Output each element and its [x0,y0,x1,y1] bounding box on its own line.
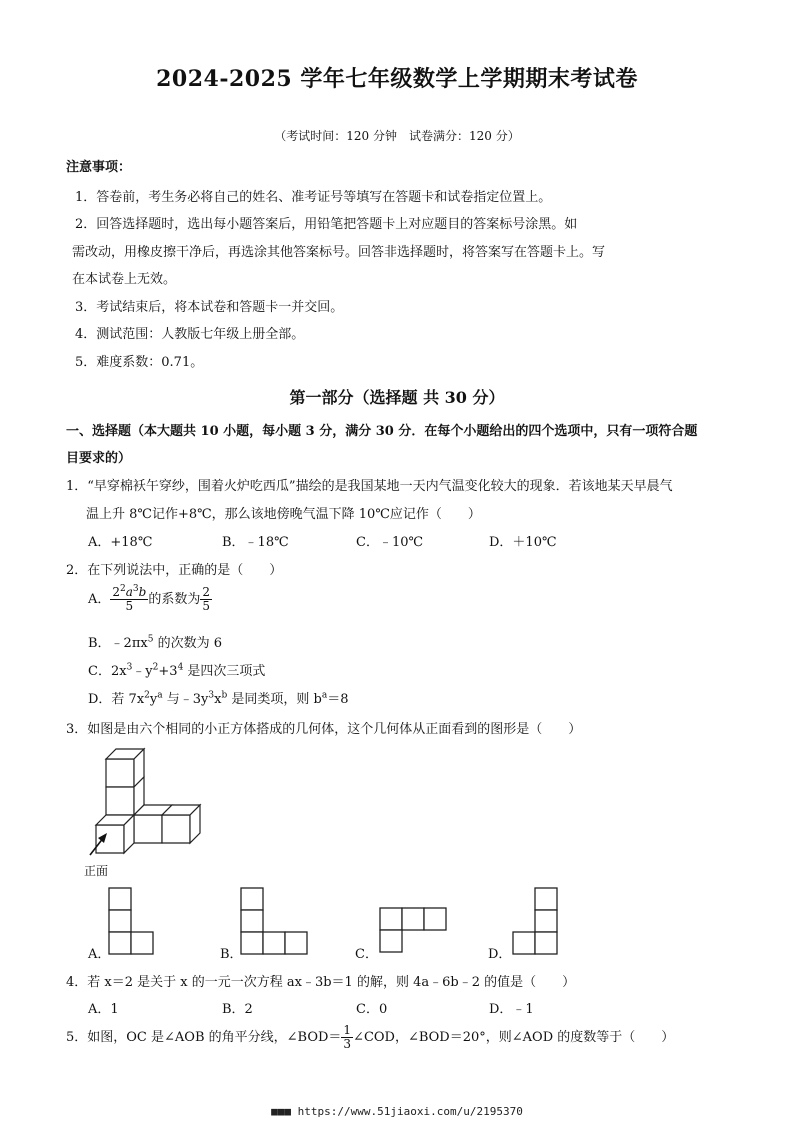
exam-subtitle: （考试时间：120 分钟 试卷满分：120 分） [274,129,520,143]
notice-item: 5．难度系数：0.71。 [75,355,204,370]
question-1-option-b: B．﹣18℃ [222,535,289,550]
option-text: 的系数为 [148,592,201,607]
notice-item: 1．答卷前，考生务必将自己的姓名、准考证号等填写在答题卡和试卷指定位置上。 [75,190,552,205]
notice-item: 3．考试结束后，将本试卷和答题卡一并交回。 [75,300,344,315]
question-1-option-a: A．+18℃ [88,535,153,550]
fraction-numerator: $2^2a^3b$ [112,584,147,599]
footer-url[interactable]: ■■■ https://www.51jiaoxi.com/u/2195370 [271,1105,523,1118]
fraction [110,586,148,613]
question-4-stem: 4．若 x＝2 是关于 x 的一元一次方程 ax﹣3b＝1 的解，则 4a﹣6b﹣2 的值是（ ） [66,975,576,990]
notice-item: 需改动，用橡皮擦干净后，再选涂其他答案标号。回答非选择题时，将答案写在答题卡上。写 [72,245,606,260]
question-1-stem: 1．“早穿棉袄午穿纱，围着火炉吃西瓜”描绘的是我国某地一天内气温变化较大的现象．若该地某天早晨气 [66,479,673,494]
cube-solid-figure [80,745,220,875]
front-label: 正面 [84,864,109,878]
fraction: $\frac{2}{5}$ [202,585,210,613]
notice-item: 2．回答选择题时，选出每小题答案后，用铅笔把答题卡上对应题目的答案标号涂黑。如 [75,217,578,232]
section-title: 第一部分（选择题 共 30 分） [289,388,505,407]
notice-item: 在本试卷上无效。 [72,272,177,287]
cube-front [96,815,134,853]
exam-title: 2024-2025 学年七年级数学上学期期末考试卷 [156,66,638,92]
question-5-stem: 5．如图，OC 是∠AOB 的角平分线，∠BOD＝ $\frac{1}{3}$ ∠COD，∠BOD＝20°，则∠AOD 的度数等于（ ） [66,1023,675,1051]
question-4-option-a: A．1 [88,1002,119,1017]
question-3-option-d: D． [488,947,512,962]
question-4-option-c: C．0 [356,1002,388,1017]
question-3-option-b: B． [220,947,243,962]
question-1-option-d: D．＋10℃ [489,535,557,550]
notice-item: 4．测试范围：人教版七年级上册全部。 [75,327,305,342]
option-label: A． [88,592,111,607]
question-4-option-d: D．﹣1 [489,1002,534,1017]
question-2-stem: 2．在下列说法中，正确的是（ ） [66,563,283,578]
question-4-option-b: B．2 [222,1002,253,1017]
section-heading: 目要求的） [66,451,132,466]
question-2-option-c: C．$2x^3﹣y^2+3^4$ 是四次三项式 [88,662,266,679]
option-d-figure [511,886,561,956]
question-3-option-a: A． [88,947,111,962]
option-c-figure [378,906,450,956]
question-2-option-a [88,586,212,613]
section-heading: 一、选择题（本大题共 10 小题，每小题 3 分，满分 30 分．在每个小题给出的四个选项中，只有一项符合题 [66,424,698,439]
question-1-option-c: C．﹣10℃ [356,535,424,550]
fraction: $\frac{1}{3}$ [343,1023,352,1051]
question-2-option-d: D．若 $7x^2y^a$ 与$﹣3y^3x^b$ 是同类项，则 $b^a=8$ [88,690,349,707]
option-b-figure [239,886,311,956]
notice-heading: 注意事项： [66,160,132,175]
option-a-figure [105,886,155,956]
cube-row [134,805,200,843]
fraction-denominator: 5 [125,599,134,613]
question-1-stem-cont: 温上升 8℃记作+8℃，那么该地傍晚气温下降 10℃应记作（ ） [86,507,481,522]
question-3-option-c: C． [355,947,378,962]
question-3-stem: 3．如图是由六个相同的小正方体搭成的几何体，这个几何体从正面看到的图形是（ ） [66,722,582,737]
question-2-option-b: B．$﹣2\pi x^5$ 的次数为 6 [88,634,222,651]
